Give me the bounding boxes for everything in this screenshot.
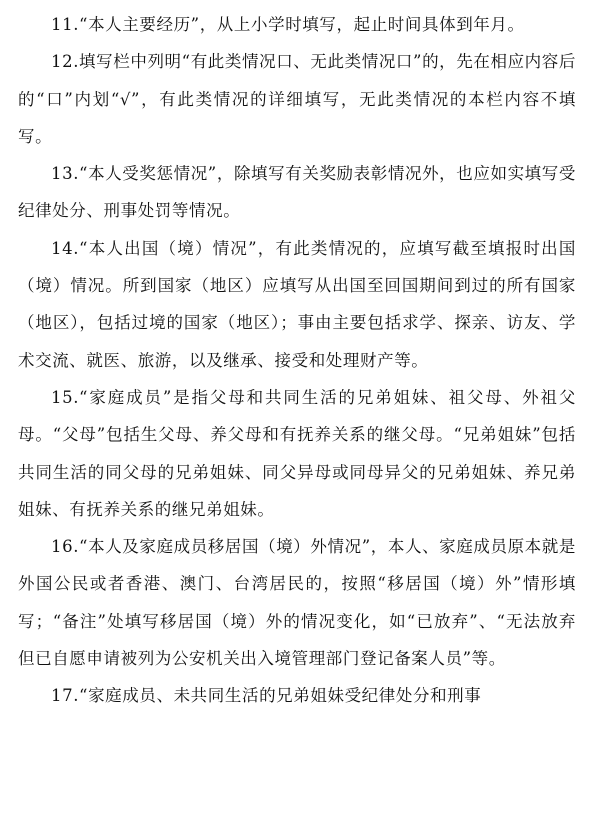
paragraph-11: 11.“本人主要经历”，从上小学时填写，起止时间具体到年月。 [51, 15, 525, 34]
paragraph-14: 14.“本人出国（境）情况”，有此类情况的，应填写截至填报时出国（境）情况。所到国家（地区）应填写从出国至回国期间到过的所有国家（地区），包括过境的国家（地区）；事由主要包括求学、探亲、访友、学术交流、就医、旅游，以及继承、接受和处理财产等。 [18, 238, 576, 370]
paragraph-12: 12.填写栏中列明“有此类情况口、无此类情况口”的，先在相应内容后的“口”内划“√”，有此类情况的详细填写，无此类情况的本栏内容不填写。 [18, 52, 576, 146]
paragraph-16: 16.“本人及家庭成员移居国（境）外情况”，本人、家庭成员原本就是外国公民或者香港、澳门、台湾居民的，按照“移居国（境）外”情形填写；“备注”处填写移居国（境）外的情况变化，如“已放弃”、“无法放弃但已自愿申请被列为公安机关出入境管理部门登记备案人员”等。 [18, 537, 576, 669]
paragraph-17: 17.“家庭成员、未共同生活的兄弟姐妹受纪律处分和刑事 [51, 686, 482, 706]
paragraph-15: 15.“家庭成员”是指父母和共同生活的兄弟姐妹、祖父母、外祖父母。“父母”包括生父母、养父母和有抚养关系的继父母。“兄弟姐妹”包括共同生活的同父母的兄弟姐妹、同父异母或同母异父的兄弟姐妹、养兄弟姐妹、有抚养关系的继兄弟姐妹。 [18, 387, 576, 519]
paragraph-13: 13.“本人受奖惩情况”，除填写有关奖励表彰情况外，也应如实填写受纪律处分、刑事处罚等情况。 [18, 164, 576, 221]
